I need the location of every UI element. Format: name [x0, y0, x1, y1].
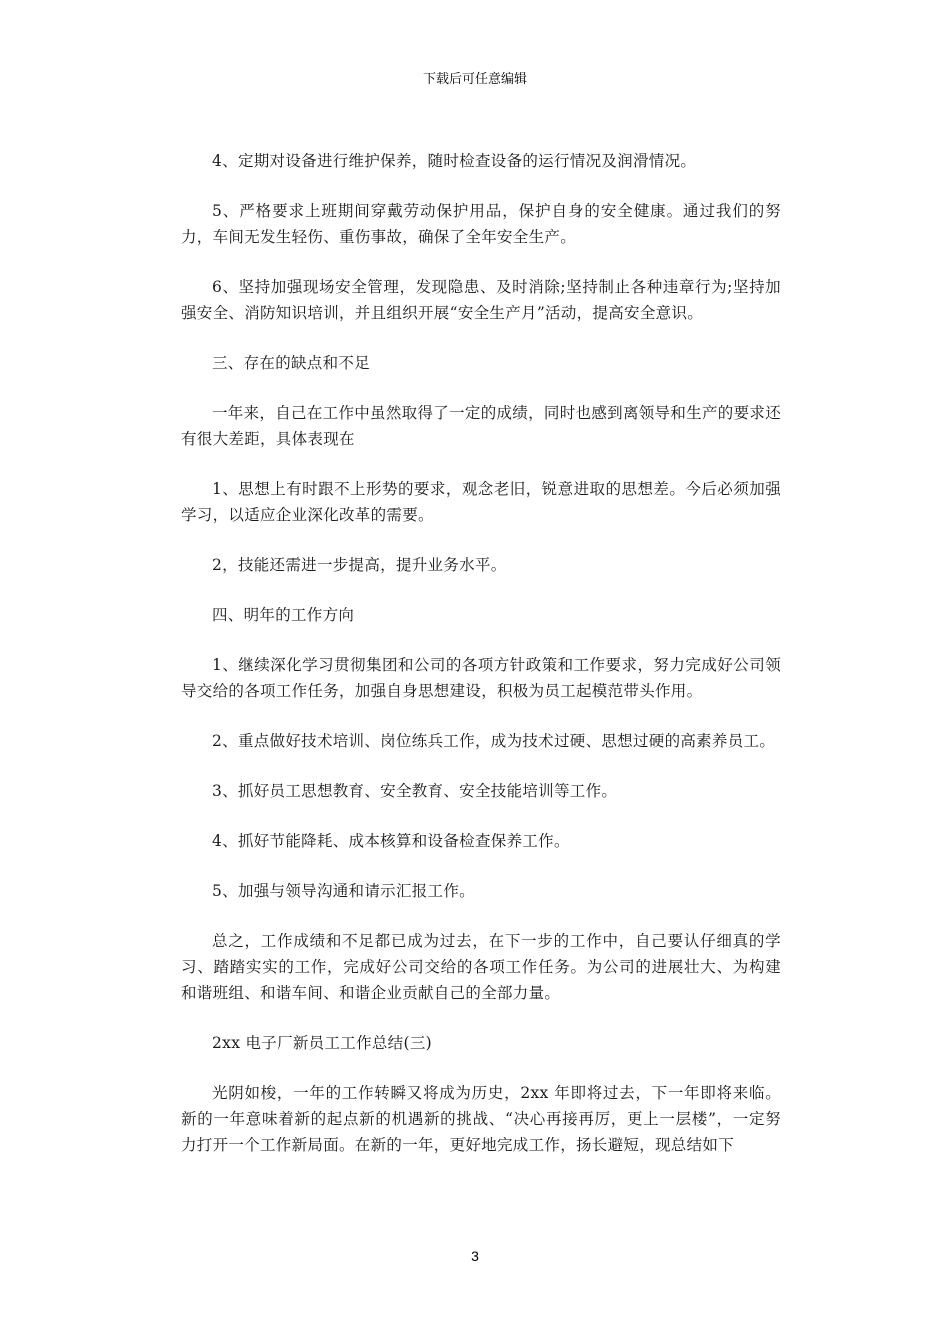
- page-header: 下载后可任意编辑: [422, 72, 527, 87]
- paragraph: 4、定期对设备进行维护保养，随时检查设备的运行情况及润滑情况。: [212, 152, 697, 170]
- section-heading: 三、存在的缺点和不足: [212, 354, 371, 372]
- paragraph: 2，技能还需进一步提高，提升业务水平。: [212, 556, 507, 574]
- paragraph: 5、严格要求上班期间穿戴劳动保护用品，保护自身的安全健康。通过我们的努力，车间无发生轻伤、重伤事故，确保了全年安全生产。: [181, 202, 781, 246]
- page-number: 3: [471, 1248, 479, 1264]
- paragraph: 总之，工作成绩和不足都已成为过去，在下一步的工作中，自己要认仔细真的学习、踏踏实实的工作，完成好公司交给的各项工作任务。为公司的进展壮大、为构建和谐班组、和谐车间、和谐企业贡献自己的全部力量。: [181, 932, 781, 1002]
- paragraph: 4、抓好节能降耗、成本核算和设备检查保养工作。: [212, 832, 570, 850]
- paragraph: 一年来，自己在工作中虽然取得了一定的成绩，同时也感到离领导和生产的要求还有很大差距，具体表现在: [181, 404, 781, 448]
- paragraph: 2、重点做好技术培训、岗位练兵工作，成为技术过硬、思想过硬的高素养员工。: [212, 732, 776, 750]
- document-body: [181, 148, 781, 1182]
- paragraph: 1、继续深化学习贯彻集团和公司的各项方针政策和工作要求，努力完成好公司领导交给的各项工作任务，加强自身思想建设，积极为员工起模范带头作用。: [181, 656, 781, 700]
- paragraph: 6、坚持加强现场安全管理，发现隐患、及时消除;坚持制止各种违章行为;坚持加强安全、消防知识培训，并且组织开展“安全生产月”活动，提高安全意识。: [181, 278, 781, 322]
- paragraph: 光阴如梭，一年的工作转瞬又将成为历史，2xx 年即将过去，下一年即将来临。新的一年意味着新的起点新的机遇新的挑战、“决心再接再厉，更上一层楼”，一定努力打开一个工作新局面。在新的一年，更好地完成工作，扬长避短，现总结如下: [181, 1084, 781, 1154]
- paragraph: 1、思想上有时跟不上形势的要求，观念老旧，锐意进取的思想差。今后必须加强学习，以适应企业深化改革的需要。: [181, 480, 781, 524]
- paragraph: 5、加强与领导沟通和请示汇报工作。: [212, 882, 475, 900]
- paragraph: 3、抓好员工思想教育、安全教育、安全技能培训等工作。: [212, 782, 618, 800]
- section-title: 2xx 电子厂新员工工作总结(三): [212, 1034, 432, 1052]
- section-heading: 四、明年的工作方向: [212, 606, 355, 624]
